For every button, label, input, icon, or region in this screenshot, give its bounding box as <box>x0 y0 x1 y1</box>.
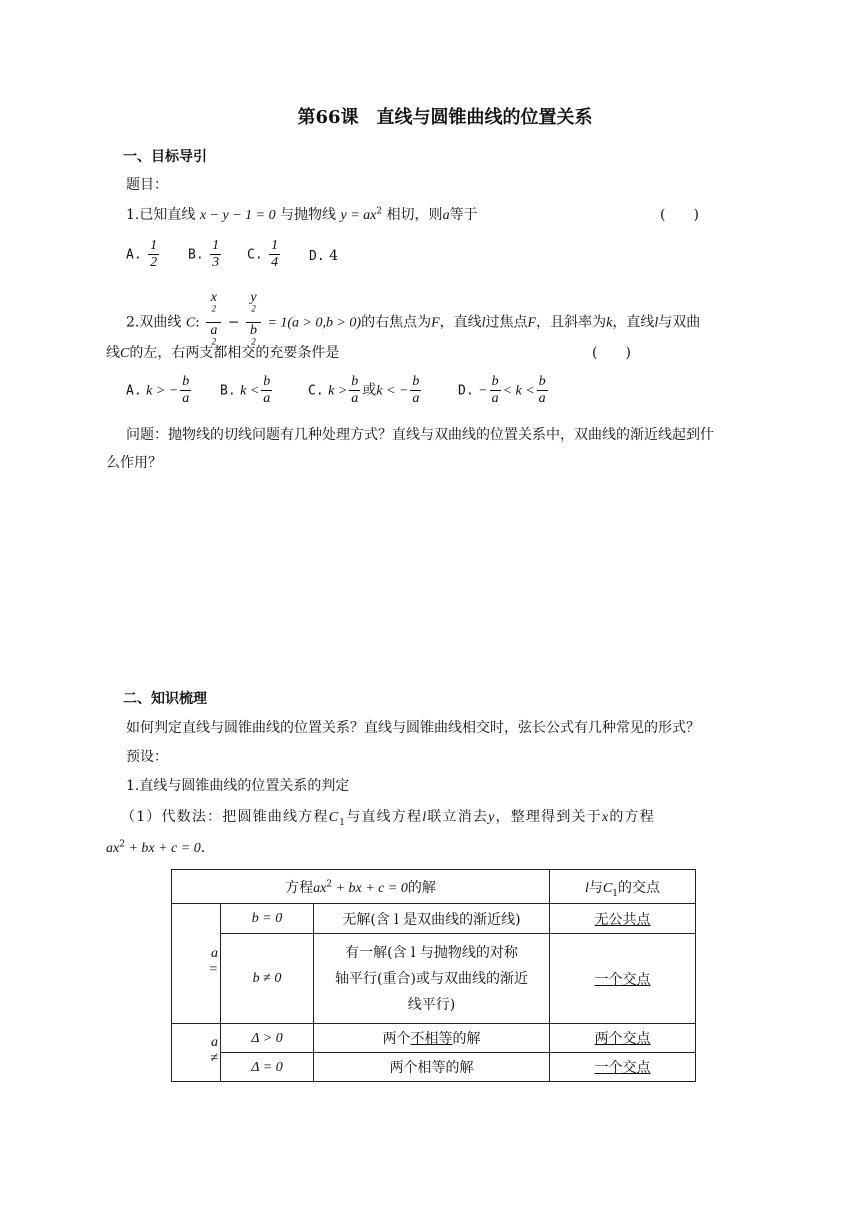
section-heading-1: 一、目标导引 <box>123 149 207 165</box>
q1-option-a: A. $\frac{1}{2}$ <box>126 238 158 270</box>
table-row: Δ = 0 <box>221 1053 314 1082</box>
table-header-equation: 方程$ax^2$ + bx + c = 0的解 <box>172 870 550 904</box>
table-row: 两个不相等的解 <box>314 1024 550 1053</box>
question-2-cont: 线C的左，右两支都相交的充要条件是 <box>106 345 340 361</box>
table-row: Δ > 0 <box>221 1024 314 1053</box>
question-2: 2.双曲线 C: x $^2$ a $^2$ − y $^2$ b $^2$ = 1(a > 0,b > 0)的右焦点为F，直线l过焦点F，且斜率为k，直线l与双曲 <box>126 290 701 347</box>
page-title: 第66课 直线与圆锥曲线的位置关系 <box>297 107 593 128</box>
table-row: 无解(含 l 是双曲线的渐近线) <box>314 904 550 934</box>
table-row: b = 0 <box>221 904 314 934</box>
quadratic-equation: $ax^2$ + bx + c = 0. <box>106 839 206 856</box>
a-nonzero-label: a ≠ <box>172 1024 221 1082</box>
answer-bracket-1: ( ) <box>660 207 699 223</box>
problems-label: 题目： <box>126 177 168 193</box>
table-header-intersection: l与$C_1$的交点 <box>550 870 696 904</box>
question-1: 1.已知直线 x − y − 1 = 0 与抛物线 $y = ax^2$ 相切，则a等于 <box>126 206 478 223</box>
q1-option-b: B. $\frac{1}{3}$ <box>188 238 220 270</box>
q1-option-c: C. $\frac{1}{4}$ <box>247 238 279 270</box>
intersection-table <box>171 869 696 1082</box>
table-row: 一个交点 <box>550 1053 696 1082</box>
section-heading-2: 二、知识梳理 <box>123 691 207 707</box>
q2-option-b: B. k < $\frac{b}{a}$ <box>220 374 271 406</box>
table-row: 两个交点 <box>550 1024 696 1053</box>
q2-option-d: D. − $\frac{b}{a}$ < k < $\frac{b}{a}$ <box>458 374 546 406</box>
q2-option-a: A. k > − $\frac{b}{a}$ <box>126 374 190 406</box>
q1-option-d: D. 4 <box>309 248 339 264</box>
a-zero-label: a = <box>172 904 221 1024</box>
table-row: b ≠ 0 <box>221 934 314 1024</box>
question-text-line2: 么作用？ <box>106 455 162 471</box>
algebra-method: （1）代数法：把圆锥曲线方程$C_1$与直线方程l联立消去y，整理得到关于x的方程 <box>121 809 655 828</box>
table-row: 两个相等的解 <box>314 1053 550 1082</box>
table-row: 一个交点 <box>550 934 696 1024</box>
item-1: 1.直线与圆锥曲线的位置关系的判定 <box>126 778 350 794</box>
table-row: 有一解(含 l 与抛物线的对称 轴平行(重合)或与双曲线的渐近 线平行) <box>314 934 550 1024</box>
preset-label: 预设： <box>126 749 168 765</box>
knowledge-intro: 如何判定直线与圆锥曲线的位置关系？直线与圆锥曲线相交时，弦长公式有几种常见的形式？ <box>126 720 700 736</box>
question-text-line1: 问题：抛物线的切线问题有几种处理方式？直线与双曲线的位置关系中，双曲线的渐近线起到什 <box>126 427 714 443</box>
answer-bracket-2: ( ) <box>592 345 631 361</box>
q2-option-c: C. k > $\frac{b}{a}$ 或k < − $\frac{b}{a}$ <box>308 374 420 406</box>
table-row: 无公共点 <box>550 904 696 934</box>
